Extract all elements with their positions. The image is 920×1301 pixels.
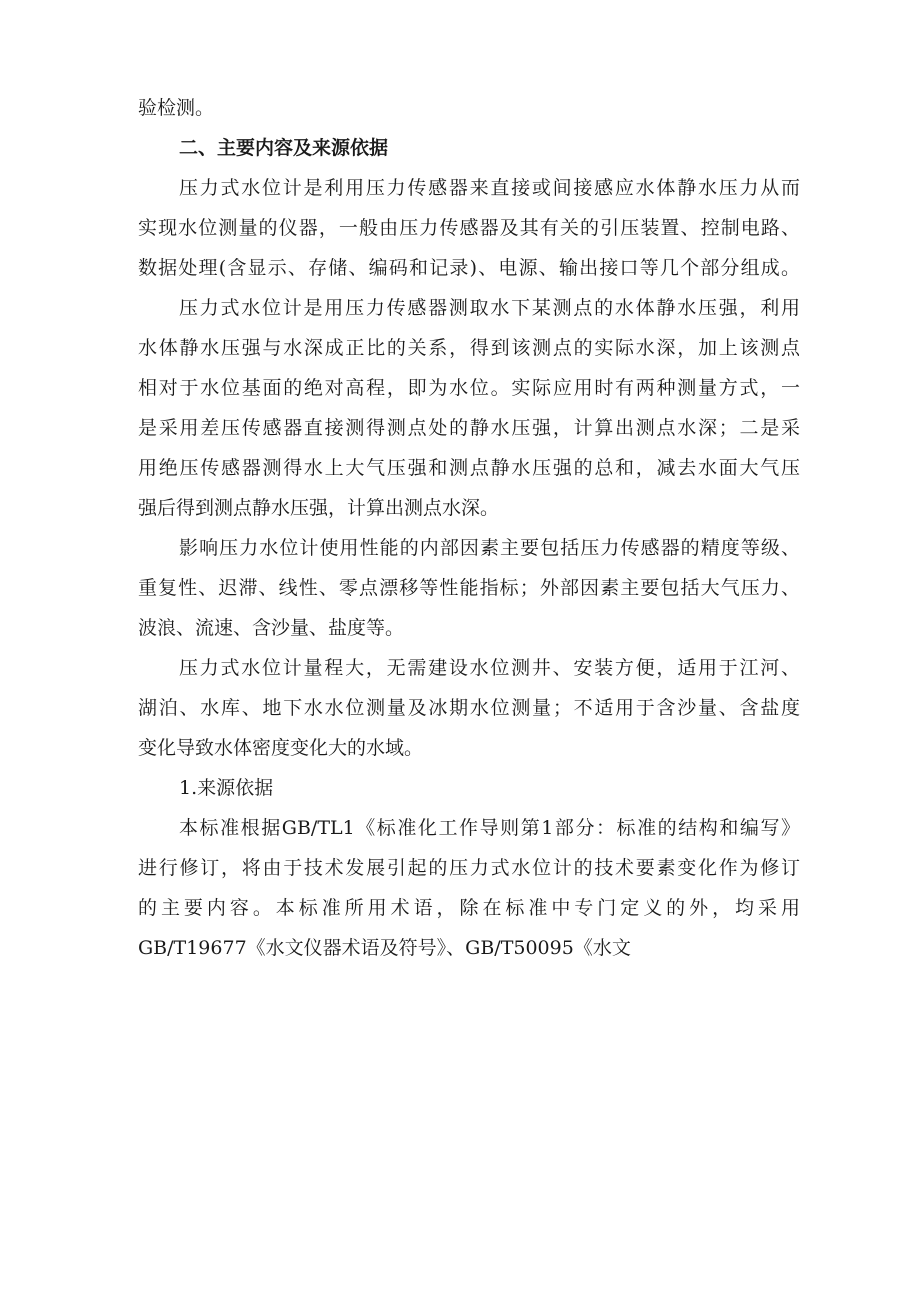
section-heading: 二、主要内容及来源依据 — [179, 137, 389, 159]
text-line: 水体静水压强与水深成正比的关系，得到该测点的实际水深，加上该测点 — [138, 337, 800, 359]
text-line: 压力式水位计是用压力传感器测取水下某测点的水体静水压强，利用 — [179, 297, 800, 319]
text-line: 是采用差压传感器直接测得测点处的静水压强，计算出测点水深；二是采 — [138, 417, 800, 439]
text-line: 变化导致水体密度变化大的水域。 — [138, 737, 424, 759]
text-line: 本标准根据GB/TL1《标准化工作导则第1部分：标准的结构和编写》 — [179, 817, 800, 839]
document-page — [138, 88, 800, 968]
text-line: GB/T19677《水文仪器术语及符号》、GB/T50095《水文 — [138, 937, 631, 959]
text-line: 强后得到测点静水压强，计算出测点水深。 — [138, 497, 500, 519]
text-line: 影响压力水位计使用性能的内部因素主要包括压力传感器的精度等级、 — [179, 537, 800, 559]
text-line: 进行修订，将由于技术发展引起的压力式水位计的技术要素变化作为修订 — [138, 857, 800, 879]
text-line: 波浪、流速、含沙量、盐度等。 — [138, 617, 405, 639]
text-line: 压力式水位计量程大，无需建设水位测井、安装方便，适用于江河、 — [179, 657, 800, 679]
text-line: 1.来源依据 — [179, 777, 274, 799]
text-line: 重复性、迟滞、线性、零点漂移等性能指标；外部因素主要包括大气压力、 — [138, 577, 800, 599]
text-line: 数据处理(含显示、存储、编码和记录)、电源、输出接口等几个部分组成。 — [138, 257, 800, 279]
text-line: 验检测。 — [138, 97, 215, 119]
text-line: 实现水位测量的仪器，一般由压力传感器及其有关的引压装置、控制电路、 — [138, 217, 800, 239]
text-line: 压力式水位计是利用压力传感器来直接或间接感应水体静水压力从而 — [179, 177, 800, 199]
text-line: 用绝压传感器测得水上大气压强和测点静水压强的总和，减去水面大气压 — [138, 457, 800, 479]
text-line: 湖泊、水库、地下水水位测量及冰期水位测量；不适用于含沙量、含盐度 — [138, 697, 800, 719]
text-line: 的主要内容。本标准所用术语，除在标准中专门定义的外，均采用 — [138, 897, 800, 919]
text-line: 相对于水位基面的绝对高程，即为水位。实际应用时有两种测量方式，一 — [138, 377, 800, 399]
